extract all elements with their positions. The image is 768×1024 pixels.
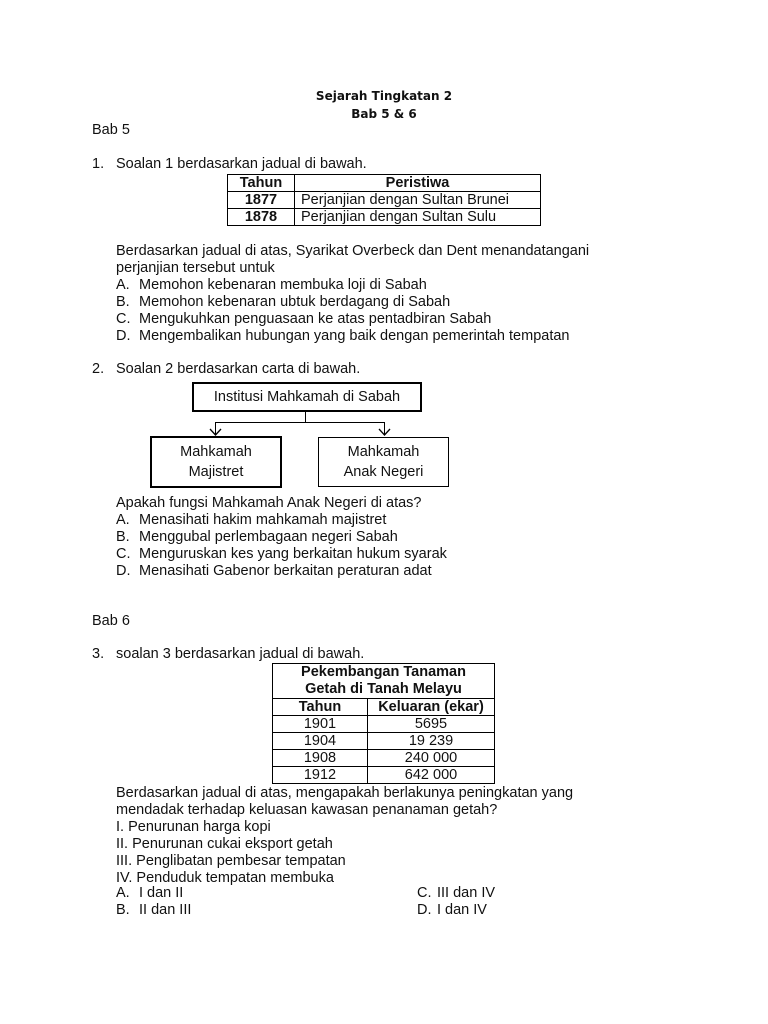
- q1-option-d: Mengembalikan hubungan yang baik dengan pemerintah tempatan: [139, 328, 570, 344]
- q3-question-line1: Berdasarkan jadual di atas, mengapakah berlakunya peningkatan yang: [116, 785, 574, 801]
- table-cell: 5695: [368, 716, 495, 733]
- section-heading-bab6: Bab 6: [92, 613, 130, 629]
- page-subtitle: Bab 5 & 6: [351, 107, 417, 121]
- q1-option-c: Mengukuhkan penguasaan ke atas pentadbiran Sabah: [139, 311, 492, 327]
- q3-option-d: I dan IV: [437, 902, 487, 918]
- q1-option-a: Memohon kebenaran membuka loji di Sabah: [139, 277, 427, 293]
- table-cell: Perjanjian dengan Sultan Sulu: [295, 209, 541, 226]
- table-title-line: Pekembangan Tanaman: [301, 664, 466, 680]
- table-header-cell: Peristiwa: [295, 175, 541, 192]
- table-cell: 1901: [273, 716, 368, 733]
- q3-statement-2: II. Penurunan cukai eksport getah: [116, 836, 333, 852]
- q3-option-a-letter: A.: [116, 885, 130, 901]
- table-title-cell: [273, 664, 495, 699]
- q3-option-c: III dan IV: [437, 885, 496, 901]
- page-title: Sejarah Tingkatan 2: [315, 89, 453, 103]
- chart-box-label: Mahkamah: [180, 444, 252, 460]
- table-header-cell: Keluaran (ekar): [368, 699, 495, 716]
- chart-box-label: Majistret: [188, 464, 244, 480]
- q2-option-c-letter: C.: [116, 546, 131, 562]
- q1-option-b-letter: B.: [116, 294, 130, 310]
- table-cell: 1908: [273, 750, 368, 767]
- table-cell: Perjanjian dengan Sultan Brunei: [295, 192, 541, 209]
- q3-option-d-letter: D.: [417, 902, 432, 918]
- table-title-line: Getah di Tanah Melayu: [305, 681, 462, 697]
- table-row: [228, 209, 541, 226]
- q2-stem: Soalan 2 berdasarkan carta di bawah.: [116, 361, 361, 377]
- table-header-row: [273, 699, 495, 716]
- q2-option-a: Menasihati hakim mahkamah majistret: [139, 512, 387, 528]
- table-row: [273, 750, 495, 767]
- table-cell: 1877: [228, 192, 295, 209]
- q2-option-a-letter: A.: [116, 512, 130, 528]
- table-row: [273, 716, 495, 733]
- q1-option-d-letter: D.: [116, 328, 131, 344]
- table-cell: 1904: [273, 733, 368, 750]
- table-header-cell: Tahun: [228, 175, 295, 192]
- q1-question-line1: Berdasarkan jadual di atas, Syarikat Overbeck dan Dent menandatangani: [116, 243, 590, 259]
- chart-box-label: Mahkamah: [347, 444, 420, 460]
- table-cell: 240 000: [368, 750, 495, 767]
- chart-connector: [215, 422, 384, 423]
- table-cell: 1912: [273, 767, 368, 784]
- q3-option-a: I dan II: [139, 885, 184, 901]
- q2-option-b-letter: B.: [116, 529, 130, 545]
- q3-stem: soalan 3 berdasarkan jadual di bawah.: [116, 646, 365, 662]
- chart-box-majistret: [150, 436, 282, 488]
- q2-option-b: Menggubal perlembagaan negeri Sabah: [139, 529, 398, 545]
- q2-option-d-letter: D.: [116, 563, 131, 579]
- table-header-cell: Tahun: [273, 699, 368, 716]
- q1-table: [227, 174, 541, 226]
- table-cell: 642 000: [368, 767, 495, 784]
- chart-box-anak-negeri: [318, 437, 449, 487]
- table-header-row: [228, 175, 541, 192]
- q2-option-c: Menguruskan kes yang berkaitan hukum syarak: [139, 546, 447, 562]
- table-cell: 1878: [228, 209, 295, 226]
- table-title-row: [273, 664, 495, 699]
- q3-option-b: II dan III: [139, 902, 192, 918]
- chart-arrow-icon: [378, 428, 391, 437]
- table-row: [273, 733, 495, 750]
- q1-option-c-letter: C.: [116, 311, 131, 327]
- q1-option-b: Memohon kebenaran ubtuk berdagang di Sabah: [139, 294, 451, 310]
- chart-box-label: Anak Negeri: [343, 464, 424, 480]
- q1-number: 1.: [92, 156, 105, 172]
- q3-question-line2: mendadak terhadap keluasan kawasan penanaman getah?: [116, 802, 498, 818]
- table-row: [228, 192, 541, 209]
- q3-statement-4: IV. Penduduk tempatan membuka: [116, 870, 334, 886]
- q3-number: 3.: [92, 646, 105, 662]
- q1-stem: Soalan 1 berdasarkan jadual di bawah.: [116, 156, 367, 172]
- section-heading-bab5: Bab 5: [92, 122, 130, 138]
- table-row: [273, 767, 495, 784]
- chart-root-box: Institusi Mahkamah di Sabah: [192, 382, 422, 412]
- q2-option-d: Menasihati Gabenor berkaitan peraturan adat: [139, 563, 432, 579]
- q3-statement-1: I. Penurunan harga kopi: [116, 819, 271, 835]
- q3-option-c-letter: C.: [417, 885, 432, 901]
- q2-question: Apakah fungsi Mahkamah Anak Negeri di atas?: [116, 495, 422, 511]
- q1-question-line2: perjanjian tersebut untuk: [116, 260, 275, 276]
- q3-table: [272, 663, 495, 784]
- q3-statement-3: III. Penglibatan pembesar tempatan: [116, 853, 346, 869]
- q3-option-b-letter: B.: [116, 902, 130, 918]
- q2-number: 2.: [92, 361, 105, 377]
- q1-option-a-letter: A.: [116, 277, 130, 293]
- table-cell: 19 239: [368, 733, 495, 750]
